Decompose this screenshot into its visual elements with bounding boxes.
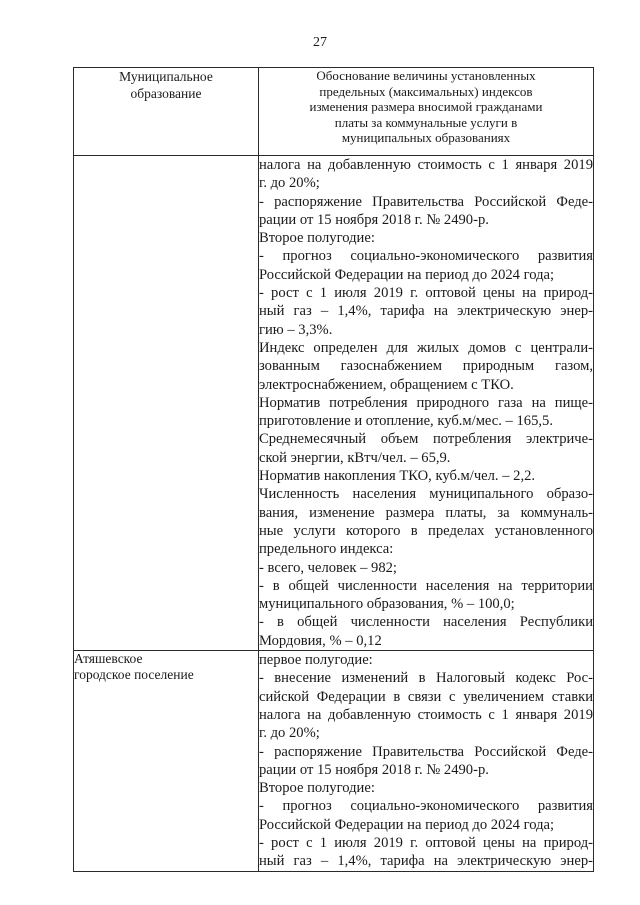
text-line: приготовление и отопление, куб.м/мес. – 165,5. xyxy=(259,413,553,430)
text-line: гию – 3,3%. xyxy=(259,321,333,338)
text-line: - рост с 1 июля 2019 г. оптовой цены на природ- xyxy=(259,834,593,851)
header-justification xyxy=(259,68,594,156)
municipal-index-table xyxy=(73,67,594,872)
header-municipality-line: образование xyxy=(130,86,202,101)
header-justification-line: муниципальных образованиях xyxy=(341,130,511,145)
table-row xyxy=(74,156,594,651)
text-line: рации от 15 ноября 2018 г. № 2490-р. xyxy=(259,761,489,778)
text-line: ные услуги которого в пределах установленного xyxy=(259,522,593,539)
text-line: - распоряжение Правительства Российской Феде- xyxy=(259,743,593,760)
table-row xyxy=(74,651,594,872)
text-line: налога на добавленную стоимость с 1 января 2019 xyxy=(259,706,593,723)
text-line: Мордовия, % – 0,12 xyxy=(259,632,382,649)
text-line: - в общей численности населения на территории xyxy=(259,577,593,594)
text-line: ской энергии, кВтч/чел. – 65,9. xyxy=(259,449,451,466)
text-line: ный газ – 1,4%, тарифа на электрическую энер- xyxy=(259,303,593,320)
text-line: г. до 20%; xyxy=(259,175,320,192)
justification-cell xyxy=(259,156,594,651)
text-line: вания, изменение размера платы, за коммуналь- xyxy=(259,504,593,521)
header-justification-line: предельных (максимальных) индексов xyxy=(319,83,533,99)
text-line: предельного индекса: xyxy=(259,541,394,558)
text-line: зованным газоснабжением природным газом, xyxy=(259,358,593,375)
text-line: Среднемесячный объем потребления электриче- xyxy=(259,431,593,448)
text-line: рации от 15 ноября 2018 г. № 2490-р. xyxy=(259,211,489,228)
page-number: 27 xyxy=(313,35,327,50)
text-line: Норматив накопления ТКО, куб.м/чел. – 2,2. xyxy=(259,468,536,485)
text-line: - всего, человек – 982; xyxy=(259,559,397,576)
text-line: ный газ – 1,4%, тарифа на электрическую энер- xyxy=(259,853,593,870)
text-line: Российской Федерации на период до 2024 года; xyxy=(259,266,555,283)
justification-cell xyxy=(259,651,594,872)
header-municipality xyxy=(74,68,259,156)
text-line: - прогноз социально-экономического развития xyxy=(259,248,593,265)
text-line: Второе полугодие: xyxy=(259,230,375,247)
text-line: Численность населения муниципального образо- xyxy=(259,486,593,503)
text-line: - внесение изменений в Налоговый кодекс Рос- xyxy=(259,670,593,687)
text-line: налога на добавленную стоимость с 1 января 2019 xyxy=(259,157,593,173)
text-line: Российской Федерации на период до 2024 года; xyxy=(259,816,555,833)
municipality-name-line: городское поселение xyxy=(74,667,194,683)
header-justification-line: изменения размера вносимой гражданами xyxy=(309,99,543,114)
text-line: муниципального образования, % – 100,0; xyxy=(259,596,515,613)
text-line: Норматив потребления природного газа на пище- xyxy=(259,394,593,411)
text-line: - рост с 1 июля 2019 г. оптовой цены на природ- xyxy=(259,285,593,302)
municipality-cell xyxy=(74,651,259,872)
text-line: электроснабжением, обращением с ТКО. xyxy=(259,376,514,393)
header-justification-line: платы за коммунальные услуги в xyxy=(334,114,518,130)
header-justification-line: Обоснование величины установленных xyxy=(316,68,536,83)
text-line: Второе полугодие: xyxy=(259,780,375,797)
text-line: первое полугодие: xyxy=(259,652,373,669)
text-line: Индекс определен для жилых домов с централи- xyxy=(259,339,593,356)
municipality-cell xyxy=(74,156,259,651)
text-line: - распоряжение Правительства Российской Феде- xyxy=(259,193,593,210)
municipality-name-line: Атяшевское xyxy=(74,651,143,667)
text-line: - прогноз социально-экономического развития xyxy=(259,798,593,815)
text-line: сийской Федерации в связи с увеличением ставки xyxy=(259,688,593,705)
text-line: г. до 20%; xyxy=(259,725,320,742)
table-header-row xyxy=(74,68,594,156)
text-line: - в общей численности населения Республики xyxy=(259,614,593,631)
header-municipality-line: Муниципальное xyxy=(119,69,213,84)
